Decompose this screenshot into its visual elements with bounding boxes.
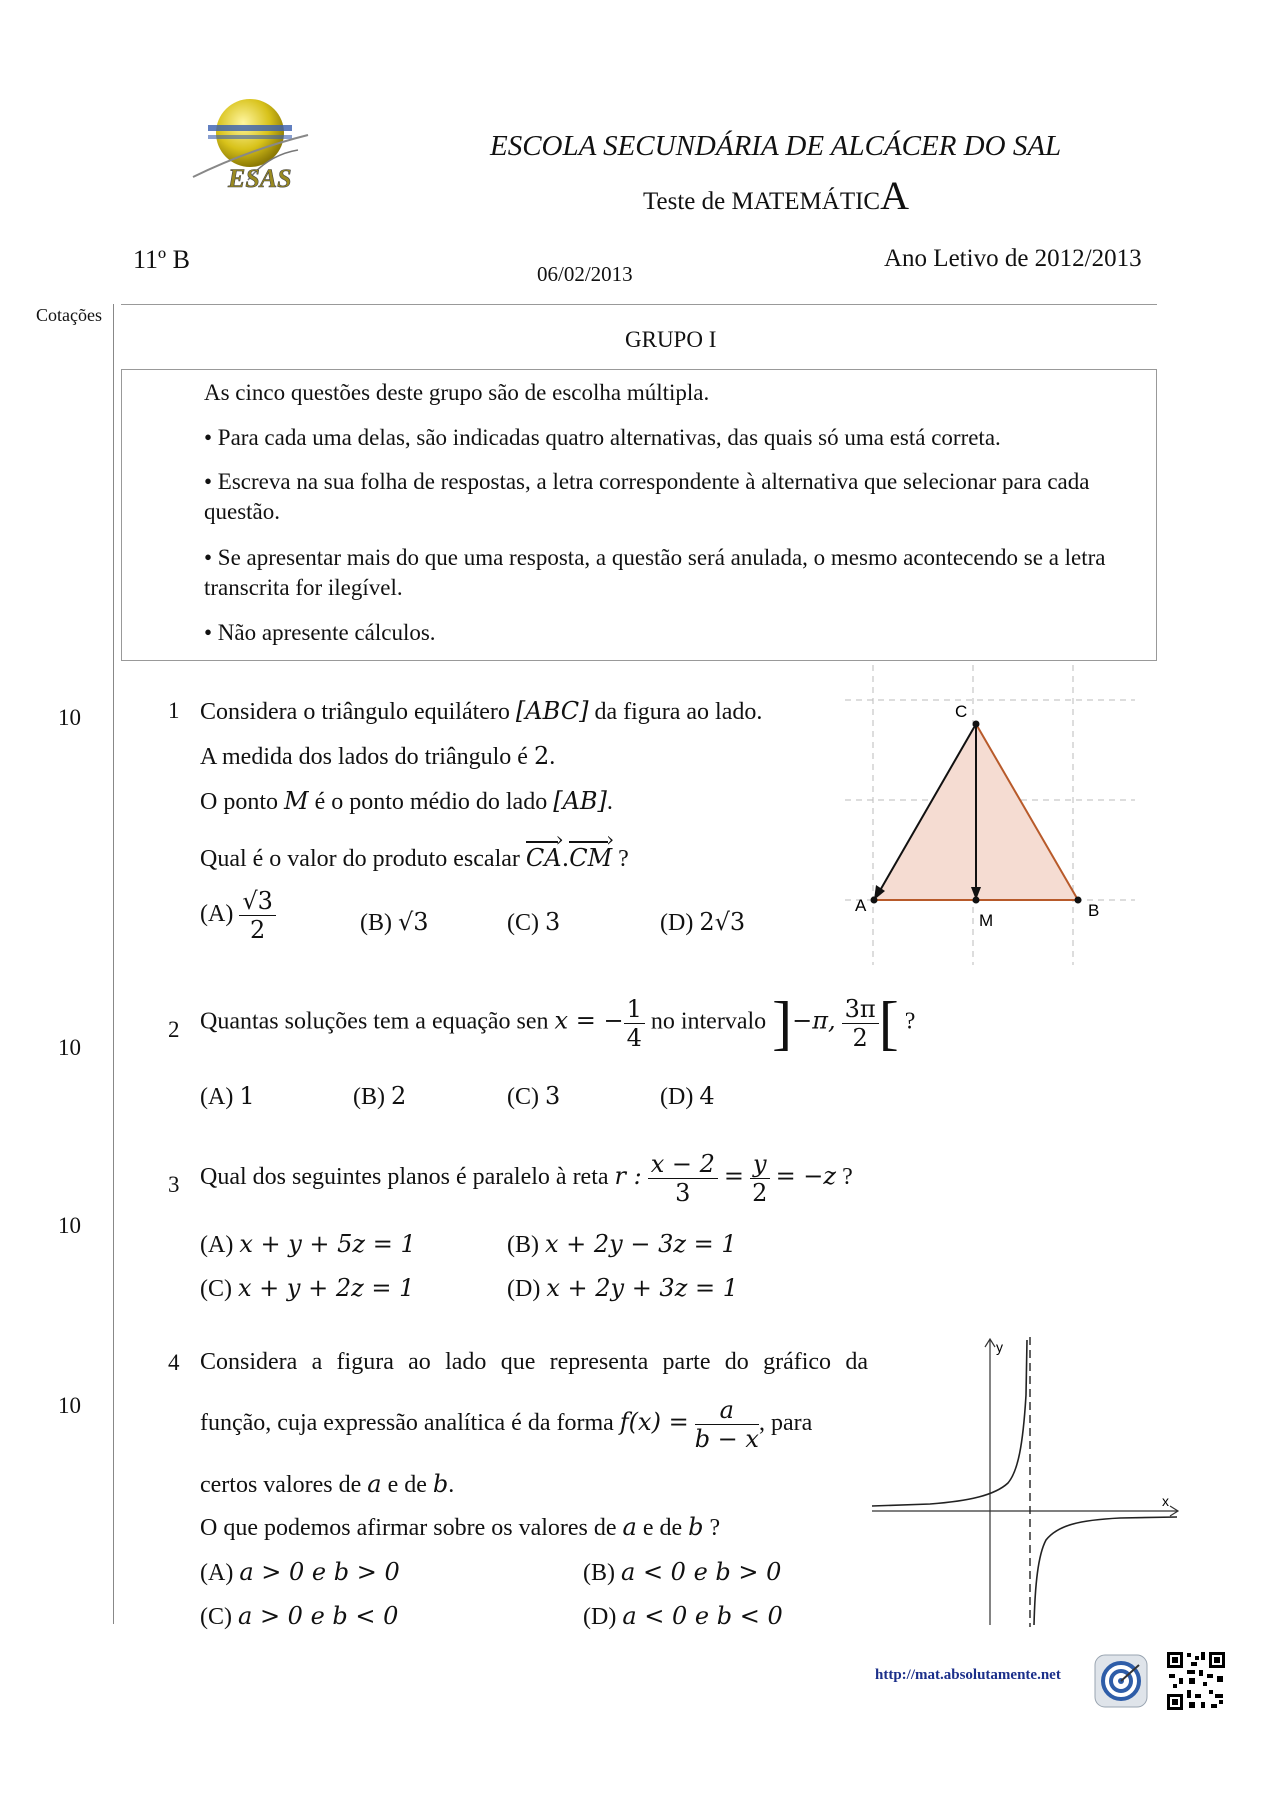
option-label: (A)	[200, 1084, 234, 1110]
q3-option-a[interactable]	[200, 1230, 416, 1259]
q3-text: Qual dos seguintes planos é paralelo à reta	[200, 1164, 609, 1191]
logo-text: ESAS	[228, 164, 292, 193]
q1-option-b[interactable]	[360, 908, 429, 937]
q1-text: é o ponto médio do lado	[314, 789, 548, 815]
q3-math: r :	[614, 1162, 642, 1191]
q2-math: −π,	[792, 1006, 836, 1035]
option-label: (A)	[200, 1560, 234, 1586]
q1-text: da figura ao lado.	[594, 699, 763, 725]
q4-line2	[200, 1396, 812, 1453]
frac-numerator: √3	[239, 887, 276, 916]
q4-text: .	[448, 1472, 455, 1498]
option-label: (D)	[660, 910, 694, 936]
target-icon	[1093, 1653, 1149, 1709]
q4-math: a	[367, 1470, 382, 1498]
instruction-line: • Escreva na sua folha de respostas, a letra correspondente à alternativa que selecionar para cada questão.	[204, 469, 1090, 524]
group-title: GRUPO I	[625, 327, 717, 352]
q3-stem	[200, 1150, 853, 1207]
label-m: M	[979, 911, 994, 930]
q2-stem	[200, 990, 916, 1056]
q1-text: .	[606, 789, 613, 815]
q3-score: 10	[58, 1213, 81, 1238]
q1-option-d[interactable]	[660, 908, 745, 937]
frac-denominator: 2	[249, 916, 266, 944]
q2-interval-frac	[842, 995, 879, 1052]
frac-numerator: a	[695, 1396, 759, 1425]
q4-math: b	[688, 1513, 704, 1541]
q2-math: x = −	[554, 1006, 624, 1035]
q1-math: [ABC]	[515, 697, 589, 725]
option-value: 4	[699, 1082, 715, 1110]
frac-numerator: 1	[624, 995, 645, 1024]
instruction-line: • Não apresente cálculos.	[204, 620, 436, 645]
option-label: (A)	[200, 901, 234, 928]
instruction-line: As cinco questões deste grupo são de escolha múltipla.	[204, 380, 710, 405]
option-value: x + 2y − 3z = 1	[545, 1230, 737, 1258]
frac-denominator: 2	[852, 1023, 868, 1052]
q4-math: b	[432, 1470, 449, 1498]
q1-math: [AB]	[553, 787, 607, 815]
interval-bracket-right: [	[878, 990, 899, 1056]
q4-text: e de	[387, 1472, 427, 1498]
q2-text: ?	[904, 1008, 916, 1035]
q4-text: ?	[709, 1515, 721, 1541]
vector-cm: CM ›	[569, 838, 612, 872]
q1-text: Considera o triângulo equilátero	[200, 699, 510, 725]
q1-math: M	[284, 787, 309, 815]
q1-line1	[200, 697, 762, 726]
q4-line4	[200, 1513, 720, 1542]
option-value: a < 0 e b < 0	[622, 1602, 783, 1630]
instruction-line: • Se apresentar mais do que uma resposta, a questão será anulada, o mesmo acontecendo se a letra transcrita for ilegível.	[204, 545, 1106, 600]
interval-bracket-left: ]	[772, 990, 793, 1056]
test-title-suffix: A	[880, 173, 909, 218]
point-m	[973, 897, 980, 904]
option-value: √3	[398, 908, 429, 936]
school-logo	[188, 95, 328, 205]
q1-score: 10	[58, 705, 81, 730]
q2-option-c[interactable]	[507, 1082, 560, 1111]
q2-option-d[interactable]	[660, 1082, 715, 1111]
option-label: (B)	[583, 1560, 615, 1586]
header-divider	[121, 304, 1157, 305]
q1-opt-a-frac	[239, 887, 276, 944]
school-name: ESCOLA SECUNDÁRIA DE ALCÁCER DO SAL	[490, 130, 1062, 162]
q3-math: =	[723, 1162, 744, 1191]
hyperbola-branch-right	[1034, 1517, 1177, 1625]
q1-line3	[200, 787, 613, 816]
frac-denominator: b − x	[694, 1425, 759, 1453]
q1-line2	[200, 742, 555, 771]
q4-option-a[interactable]	[200, 1558, 400, 1587]
option-label: (D)	[583, 1604, 617, 1630]
test-title	[643, 172, 909, 219]
frac-numerator: y	[750, 1150, 770, 1179]
point-c	[973, 721, 980, 728]
q4-line1: Considera a figura ao lado que representa parte do gráfico da	[200, 1349, 868, 1375]
q1-line4	[200, 838, 629, 873]
option-value: a > 0 e b > 0	[239, 1558, 400, 1586]
q4-text: , para	[758, 1410, 813, 1437]
q2-frac	[624, 995, 645, 1052]
option-value: 1	[239, 1082, 255, 1110]
q4-score: 10	[58, 1393, 81, 1418]
q3-text: ?	[842, 1164, 853, 1191]
point-a	[871, 897, 878, 904]
q4-math: a	[622, 1513, 637, 1541]
option-label: (A)	[200, 1232, 234, 1258]
option-label: (C)	[200, 1604, 232, 1630]
option-label: (D)	[660, 1084, 694, 1110]
instructions-box	[121, 369, 1157, 661]
q2-text: Quantas soluções tem a equação sen	[200, 1008, 549, 1035]
option-value: a < 0 e b > 0	[621, 1558, 782, 1586]
q1-text: A medida dos lados do triângulo é	[200, 744, 528, 770]
option-value: x + y + 2z = 1	[238, 1274, 415, 1302]
q4-text: e de	[642, 1515, 683, 1541]
q2-score: 10	[58, 1035, 81, 1060]
x-axis-label: x	[1162, 1493, 1169, 1509]
q4-line3	[200, 1470, 454, 1499]
instruction-line: • Para cada uma delas, são indicadas quatro alternativas, das quais só uma está correta.	[204, 425, 1001, 450]
frac-denominator: 4	[626, 1023, 642, 1052]
q1-text: O ponto	[200, 789, 278, 815]
q2-number: 2	[168, 1017, 180, 1042]
q2-option-b[interactable]	[353, 1082, 406, 1111]
q3-frac-2	[750, 1150, 770, 1207]
q4-option-d[interactable]	[583, 1602, 783, 1631]
option-label: (C)	[507, 910, 539, 936]
option-value: 3	[545, 1082, 561, 1110]
q1-option-a[interactable]	[200, 887, 276, 944]
q3-number: 3	[168, 1172, 180, 1197]
q4-text: função, cuja expressão analítica é da forma	[200, 1410, 614, 1437]
option-label: (B)	[507, 1232, 539, 1258]
option-value: x + y + 5z = 1	[239, 1230, 416, 1258]
footer-url[interactable]: http://mat.absolutamente.net	[875, 1667, 1061, 1683]
option-label: (C)	[200, 1276, 232, 1302]
q2-option-a[interactable]	[200, 1082, 255, 1111]
q1-text: ?	[618, 846, 629, 872]
school-year: Ano Letivo de 2012/2013	[884, 245, 1142, 272]
hyperbola-graph	[870, 1335, 1185, 1630]
q1-option-c[interactable]	[507, 908, 560, 937]
option-value: 3	[545, 908, 561, 936]
q1-text: Qual é o valor do produto escalar	[200, 846, 520, 872]
q4-frac	[695, 1396, 759, 1453]
q4-text: certos valores de	[200, 1472, 362, 1498]
option-label: (D)	[507, 1276, 541, 1302]
label-c: C	[955, 702, 968, 721]
q4-option-c[interactable]	[200, 1602, 398, 1631]
q4-option-b[interactable]	[583, 1558, 781, 1587]
frac-numerator: 3π	[842, 995, 879, 1024]
q4-text: O que podemos afirmar sobre os valores de	[200, 1515, 617, 1541]
margin-divider	[113, 304, 114, 1624]
q4-number: 4	[168, 1350, 180, 1375]
option-value: a > 0 e b < 0	[238, 1602, 399, 1630]
test-date: 06/02/2013	[537, 262, 633, 286]
option-value: x + 2y + 3z = 1	[546, 1274, 738, 1302]
frac-numerator: x − 2	[648, 1150, 718, 1179]
option-label: (C)	[507, 1084, 539, 1110]
cotacoes-label: Cotações	[36, 305, 102, 325]
y-axis-label: y	[996, 1339, 1003, 1355]
class-label: 11º B	[133, 245, 190, 274]
label-b: B	[1088, 901, 1100, 920]
q3-option-c[interactable]	[200, 1274, 414, 1303]
q3-option-b[interactable]	[507, 1230, 737, 1259]
q3-frac-1	[648, 1150, 718, 1207]
point-b	[1075, 897, 1082, 904]
frac-denominator: 3	[675, 1179, 691, 1207]
q3-math: = −z	[775, 1162, 837, 1191]
qr-code-icon	[1165, 1650, 1227, 1712]
hyperbola-branch-left	[872, 1340, 1027, 1506]
q4-math: f(x) =	[619, 1408, 689, 1437]
q2-text: no intervalo	[650, 1008, 767, 1035]
test-title-prefix: Teste de MATEMÁTIC	[643, 188, 881, 215]
vector-ca: CA ›	[526, 838, 562, 872]
q1-math: .	[561, 844, 570, 872]
option-value: 2√3	[699, 908, 746, 936]
triangle-figure	[845, 665, 1145, 970]
option-label: (B)	[360, 910, 392, 936]
q1-number: 1	[168, 698, 180, 723]
label-a: A	[855, 896, 867, 915]
q1-text: .	[549, 744, 556, 770]
option-value: 2	[391, 1082, 407, 1110]
frac-denominator: 2	[752, 1179, 768, 1207]
q3-option-d[interactable]	[507, 1274, 738, 1303]
q1-math: 2	[533, 742, 550, 770]
option-label: (B)	[353, 1084, 385, 1110]
